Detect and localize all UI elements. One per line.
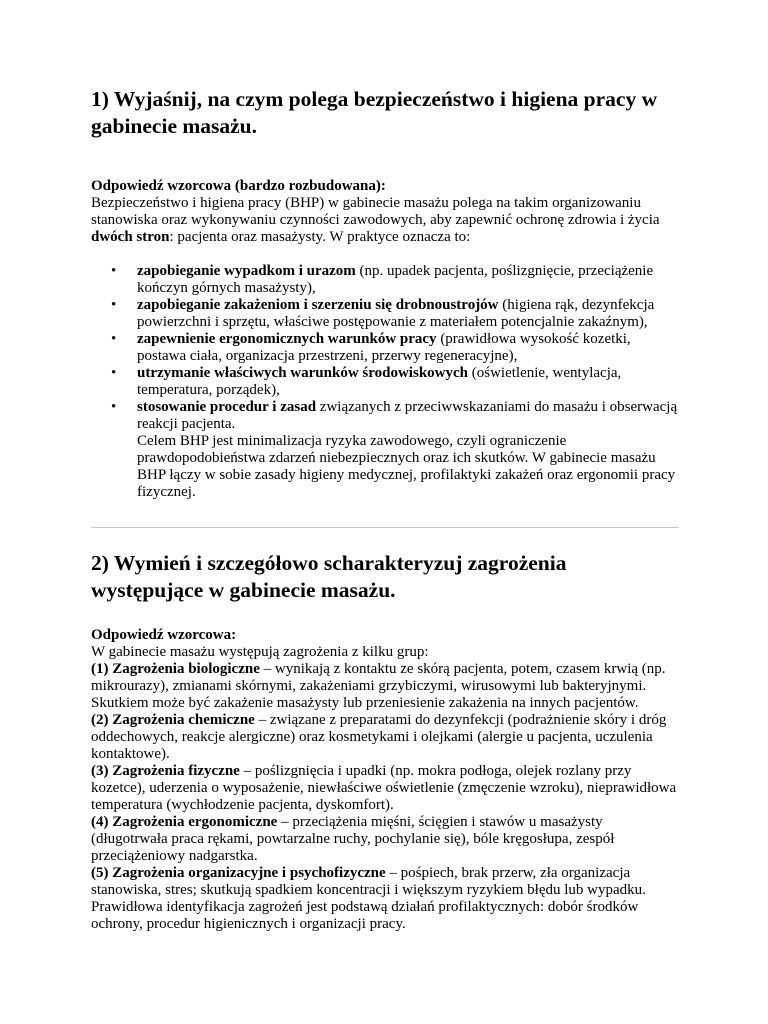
bullet-bold: zapewnienie ergonomicznych warunków pracy [137, 331, 437, 347]
hazard-group-title: (4) Zagrożenia ergonomiczne [91, 814, 278, 830]
bullet-item [137, 399, 679, 433]
bullet-bold: zapobieganie wypadkom i urazom [137, 263, 356, 279]
hazard-group [91, 814, 679, 865]
hazard-group-text: – wynikają z kontaktu ze skórą pacjenta, potem, czasem krwią (np. mikrourazy), zmianami skórnymi, zakażeniami grzybiczymi, wirusowymi lub bakteryjnymi. Skutkiem może być zakażenie masażysty lub przeniesienie zakażenia na innych pacjentów. [91, 661, 666, 711]
hazard-group [91, 712, 679, 763]
bullet-bold: zapobieganie zakażeniom i szerzeniu się drobnoustrojów [137, 297, 499, 313]
hazard-group-text: – przeciążenia mięśni, ścięgien i stawów u masażysty (długotrwała praca rękami, powtarzalne ruchy, pochylanie się), bóle kręgosłupa, zespół przeciążeniowy nadgarstka. [91, 814, 615, 864]
hazard-group-title: (3) Zagrożenia fizyczne [91, 763, 240, 779]
section-2 [91, 550, 679, 933]
section-1-answer-label: Odpowiedź wzorcowa (bardzo rozbudowana): [91, 178, 386, 194]
section-1-bullet-list [91, 263, 679, 433]
hazard-group-text: – pośpiech, brak przerw, zła organizacja stanowiska, stres; skutkują spadkiem koncentracji i większym ryzykiem błędu lub wypadku. [91, 865, 646, 898]
section-2-closing: Prawidłowa identyfikacja zagrożeń jest podstawą działań profilaktycznych: dobór środków ochrony, procedur higienicznych i organizacji pracy. [91, 899, 639, 932]
hazard-group-text: – związane z preparatami do dezynfekcji (podrażnienie skóry i dróg oddechowych, reakcje alergiczne) oraz kosmetykami i olejkami (alergie u pacjenta, uczulenia kontaktowe). [91, 712, 667, 762]
section-1-intro [91, 195, 679, 246]
bullet-text: (higiena rąk, dezynfekcja powierzchni i sprzętu, właściwe postępowanie z materiałem potencjalnie zakaźnym), [137, 297, 655, 330]
bullet-item [137, 365, 679, 399]
bullet-bold: stosowanie procedur i zasad [137, 399, 317, 415]
section-1-intro-text-end: : pacjenta oraz masażysty. W praktyce oznacza to: [169, 229, 471, 245]
hazard-group-text: – poślizgnięcia i upadki (np. mokra podłoga, olejek rozlany przy kozetce), uderzenia o wyposażenie, niewłaściwe oświetlenie (zmęczenie wzroku), nieprawidłowa temperatura (wychłodzenie pacjenta, dyskomfort). [91, 763, 677, 813]
section-2-intro: W gabinecie masażu występują zagrożenia z kilku grup: [91, 644, 429, 660]
hazard-group [91, 661, 679, 712]
bullet-text: (prawidłowa wysokość kozetki, postawa ciała, organizacja przestrzeni, przerwy regeneracyjne), [137, 331, 631, 364]
bullet-text: (oświetlenie, wentylacja, temperatura, porządek), [137, 365, 622, 398]
bullet-item [137, 263, 679, 297]
bullet-item [137, 331, 679, 365]
section-1-intro-text: Bezpieczeństwo i higiena pracy (BHP) w gabinecie masażu polega na takim organizowaniu stanowiska oraz wykonywaniu czynności zawodowych, aby zapewnić ochronę zdrowia i życia [91, 195, 660, 228]
bullet-bold: utrzymanie właściwych warunków środowiskowych [137, 365, 468, 381]
bullet-item [137, 297, 679, 331]
section-2-heading: 2) Wymień i szczegółowo scharakteryzuj zagrożenia występujące w gabinecie masażu. [91, 551, 567, 602]
hazard-group [91, 865, 679, 899]
section-1-closing: Celem BHP jest minimalizacja ryzyka zawodowego, czyli ograniczenie prawdopodobieństwa zdarzeń niebezpiecznych oraz ich skutków. W gabinecie masażu BHP łączy w sobie zasady higieny medycznej, profilaktyki zakażeń oraz ergonomii pracy fizycznej. [137, 433, 676, 500]
hazard-group-title: (1) Zagrożenia biologiczne [91, 661, 260, 677]
hazard-group-title: (2) Zagrożenia chemiczne [91, 712, 255, 728]
bullet-text: (np. upadek pacjenta, poślizgnięcie, przeciążenie kończyn górnych masażysty), [137, 263, 654, 296]
hazard-group [91, 763, 679, 814]
bullet-text: związanych z przeciwwskazaniami do masażu i obserwacją reakcji pacjenta. [137, 399, 678, 432]
section-1 [91, 86, 679, 501]
section-1-heading: 1) Wyjaśnij, na czym polega bezpieczeństwo i higiena pracy w gabinecie masażu. [91, 87, 658, 138]
hazard-group-title: (5) Zagrożenia organizacyjne i psychofizyczne [91, 865, 386, 881]
document-page [91, 86, 679, 933]
section-1-intro-bold: dwóch stron [91, 229, 170, 245]
section-divider [91, 527, 679, 528]
section-2-answer-label: Odpowiedź wzorcowa: [91, 627, 237, 643]
